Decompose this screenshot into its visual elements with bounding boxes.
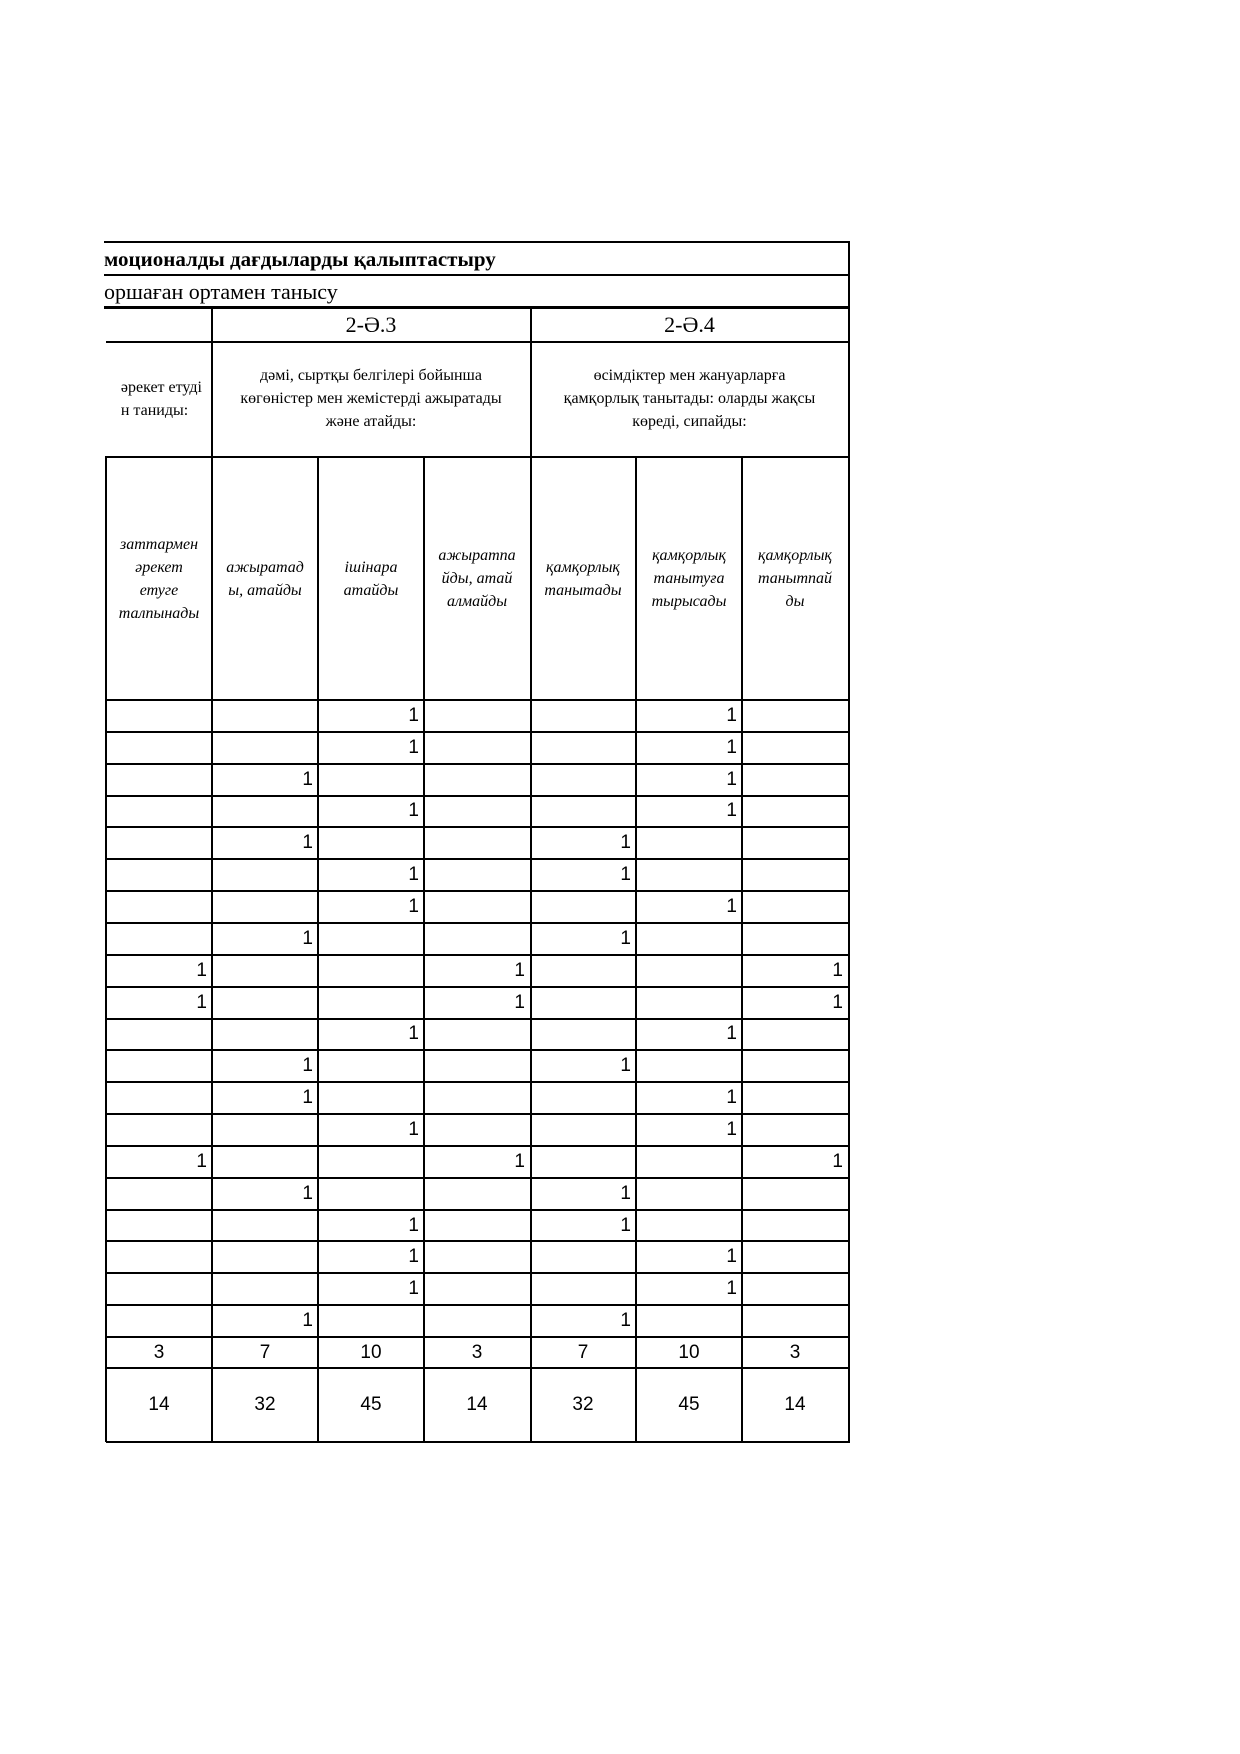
group-code-3: 2-Ә.4 — [664, 311, 715, 337]
score-cell: 1 — [620, 927, 631, 949]
grid-hline — [106, 1441, 850, 1443]
score-cell — [318, 1146, 422, 1178]
score-cell — [212, 955, 316, 987]
score-cell — [742, 1114, 846, 1146]
score-cell — [636, 987, 740, 1019]
score-cell — [742, 1178, 846, 1210]
score-cell: 1 — [726, 768, 737, 790]
score-cell: 1 — [620, 1182, 631, 1204]
score-cell — [530, 1019, 634, 1051]
score-cell — [106, 796, 210, 828]
section-title: моционалды дағдыларды қалыптастыру — [104, 246, 496, 271]
score-cell — [424, 1210, 528, 1242]
total-cell: 3 — [471, 1341, 483, 1363]
score-cell: 1 — [514, 1150, 525, 1172]
score-cell — [106, 1019, 210, 1051]
score-cell — [106, 700, 210, 732]
grid-hline — [106, 763, 850, 765]
score-cell: 1 — [726, 704, 737, 726]
grid-vline — [317, 456, 319, 1442]
score-cell — [742, 1210, 846, 1242]
grid-vline — [635, 456, 637, 1442]
score-cell — [318, 764, 422, 796]
grid-hline — [104, 274, 850, 276]
score-cell: 1 — [302, 832, 313, 854]
score-cell: 1 — [514, 991, 525, 1013]
grid-hline — [106, 1113, 850, 1115]
score-cell: 1 — [832, 991, 843, 1013]
grid-hline — [106, 1049, 850, 1051]
grid-hline — [106, 890, 850, 892]
total-cell: 7 — [259, 1341, 271, 1363]
grid-hline — [104, 241, 850, 243]
score-cell — [424, 1019, 528, 1051]
score-cell — [318, 955, 422, 987]
score-cell — [318, 987, 422, 1019]
score-cell — [212, 859, 316, 891]
score-cell: 1 — [726, 1023, 737, 1045]
score-cell — [530, 1273, 634, 1305]
column-header-1: заттармен әрекет етуге талпынады — [118, 535, 200, 622]
score-cell — [742, 891, 846, 923]
score-cell — [318, 827, 422, 859]
grid-hline — [106, 1304, 850, 1306]
grid-hline — [106, 795, 850, 797]
score-cell — [106, 1178, 210, 1210]
score-cell — [318, 923, 422, 955]
score-cell: 1 — [620, 832, 631, 854]
percent-cell: 14 — [466, 1394, 488, 1415]
score-cell — [636, 1210, 740, 1242]
score-cell: 1 — [302, 1182, 313, 1204]
score-cell — [212, 700, 316, 732]
score-cell: 1 — [408, 736, 419, 758]
subsection-title: оршаған ортамен танысу — [104, 279, 338, 304]
score-cell: 1 — [408, 1278, 419, 1300]
group-description-3: өсімдіктер мен жануарларға қамқорлық танытады: оларды жақсы көреді, сипайды: — [563, 367, 816, 430]
score-cell — [106, 891, 210, 923]
grid-hline — [106, 922, 850, 924]
score-cell — [636, 859, 740, 891]
score-cell — [636, 1178, 740, 1210]
percent-cell: 14 — [148, 1394, 170, 1415]
group-code-2: 2-Ә.3 — [345, 311, 397, 337]
score-cell — [424, 1114, 528, 1146]
score-cell: 1 — [196, 1150, 207, 1172]
grid-hline — [106, 1018, 850, 1020]
score-cell — [530, 987, 634, 1019]
column-header-6: қамқорлық танытуға тырысады — [651, 547, 727, 610]
score-cell: 1 — [726, 736, 737, 758]
grid-hline — [106, 826, 850, 828]
score-cell — [530, 1241, 634, 1273]
percent-cell: 32 — [572, 1394, 594, 1415]
score-cell — [424, 796, 528, 828]
total-cell: 3 — [153, 1341, 165, 1363]
score-cell — [106, 1241, 210, 1273]
score-cell — [106, 732, 210, 764]
score-cell — [212, 1241, 316, 1273]
percent-cell: 45 — [360, 1394, 382, 1415]
score-cell — [530, 891, 634, 923]
score-cell — [424, 764, 528, 796]
score-cell: 1 — [620, 1310, 631, 1332]
total-cell: 10 — [360, 1341, 382, 1363]
score-cell — [742, 796, 846, 828]
score-cell — [106, 859, 210, 891]
score-cell — [424, 1305, 528, 1337]
score-cell — [636, 955, 740, 987]
grid-vline — [423, 456, 425, 1442]
score-cell: 1 — [408, 864, 419, 886]
percent-cell: 32 — [254, 1394, 276, 1415]
grid-hline — [106, 1240, 850, 1242]
score-cell — [424, 859, 528, 891]
score-cell: 1 — [620, 1055, 631, 1077]
score-cell: 1 — [408, 896, 419, 918]
score-cell — [212, 1019, 316, 1051]
score-cell — [318, 1305, 422, 1337]
score-cell — [424, 700, 528, 732]
score-cell: 1 — [408, 704, 419, 726]
score-cell — [742, 764, 846, 796]
score-cell — [318, 1082, 422, 1114]
grid-hline — [106, 456, 850, 458]
grid-hline — [106, 1272, 850, 1274]
grid-hline — [106, 1209, 850, 1211]
score-cell — [530, 796, 634, 828]
score-cell — [212, 732, 316, 764]
column-header-3: ішінара атайды — [343, 558, 399, 599]
score-cell: 1 — [302, 1310, 313, 1332]
score-cell — [636, 1305, 740, 1337]
score-cell — [742, 732, 846, 764]
score-cell — [636, 827, 740, 859]
score-cell — [530, 1082, 634, 1114]
score-cell — [636, 1050, 740, 1082]
score-cell: 1 — [302, 768, 313, 790]
score-cell — [318, 1178, 422, 1210]
score-cell — [636, 923, 740, 955]
score-cell — [212, 1273, 316, 1305]
grid-hline — [106, 954, 850, 956]
score-cell — [106, 923, 210, 955]
score-cell — [106, 1273, 210, 1305]
grid-hline — [106, 1145, 850, 1147]
column-header-5: қамқорлық танытады — [544, 558, 622, 599]
score-cell: 1 — [302, 927, 313, 949]
grid-vline — [530, 307, 532, 1442]
group-description-2: дәмі, сыртқы белгілері бойынша көгөністер мен жемістерді ажыратады және атайды: — [240, 367, 502, 430]
column-header-2: ажыратад ы, атайды — [226, 558, 304, 599]
grid-vline — [211, 307, 213, 1442]
score-cell — [106, 1050, 210, 1082]
score-cell: 1 — [726, 800, 737, 822]
score-cell — [742, 859, 846, 891]
score-cell — [106, 1210, 210, 1242]
score-cell — [424, 732, 528, 764]
grid-vline — [105, 456, 107, 1442]
score-cell — [530, 764, 634, 796]
score-cell: 1 — [514, 959, 525, 981]
score-cell — [212, 1210, 316, 1242]
score-cell — [530, 1114, 634, 1146]
score-cell: 1 — [302, 1055, 313, 1077]
percent-cell: 14 — [784, 1394, 806, 1415]
score-cell: 1 — [196, 959, 207, 981]
score-cell — [636, 1146, 740, 1178]
score-cell: 1 — [832, 959, 843, 981]
score-cell — [318, 1050, 422, 1082]
score-cell — [530, 732, 634, 764]
score-cell — [742, 1273, 846, 1305]
score-cell — [424, 827, 528, 859]
score-cell: 1 — [726, 1278, 737, 1300]
score-cell: 1 — [620, 864, 631, 886]
score-cell — [424, 1082, 528, 1114]
grid-hline — [106, 731, 850, 733]
score-cell — [742, 923, 846, 955]
score-cell — [742, 1241, 846, 1273]
score-cell — [424, 1178, 528, 1210]
score-cell: 1 — [726, 1246, 737, 1268]
grid-hline — [106, 986, 850, 988]
score-cell: 1 — [408, 1118, 419, 1140]
score-cell — [530, 1146, 634, 1178]
score-cell — [212, 1114, 316, 1146]
grid-hline — [104, 306, 850, 309]
score-cell — [212, 1146, 316, 1178]
grid-hline — [106, 1336, 850, 1338]
score-cell — [742, 700, 846, 732]
percent-cell: 45 — [678, 1394, 700, 1415]
score-cell — [742, 1305, 846, 1337]
group-code-1 — [106, 309, 210, 340]
grid-hline — [106, 699, 850, 701]
score-cell — [742, 1050, 846, 1082]
score-cell: 1 — [408, 1023, 419, 1045]
grid-hline — [106, 858, 850, 860]
grid-hline — [106, 1081, 850, 1083]
score-cell — [424, 1050, 528, 1082]
score-cell — [106, 764, 210, 796]
grid-vline — [741, 456, 743, 1442]
score-cell — [742, 1019, 846, 1051]
grid-hline — [106, 1367, 850, 1369]
score-cell: 1 — [726, 1087, 737, 1109]
score-cell — [212, 987, 316, 1019]
score-cell — [424, 923, 528, 955]
score-cell — [106, 1082, 210, 1114]
score-cell: 1 — [832, 1150, 843, 1172]
score-cell — [106, 1114, 210, 1146]
score-cell — [106, 827, 210, 859]
grid-hline — [106, 1177, 850, 1179]
score-cell — [106, 1305, 210, 1337]
score-cell — [742, 1082, 846, 1114]
score-cell — [212, 891, 316, 923]
score-cell — [212, 796, 316, 828]
score-cell — [530, 700, 634, 732]
score-cell: 1 — [408, 1246, 419, 1268]
column-header-4: ажыратпа йды, атай алмайды — [438, 547, 516, 610]
score-cell — [424, 1273, 528, 1305]
score-cell: 1 — [620, 1214, 631, 1236]
score-cell — [530, 955, 634, 987]
column-header-7: қамқорлық танытпай ды — [757, 547, 833, 610]
score-cell — [424, 1241, 528, 1273]
score-cell — [424, 891, 528, 923]
score-cell: 1 — [726, 1118, 737, 1140]
score-cell: 1 — [408, 800, 419, 822]
total-cell: 10 — [678, 1341, 700, 1363]
grid-vline — [848, 241, 850, 1442]
score-cell — [742, 827, 846, 859]
score-cell: 1 — [302, 1087, 313, 1109]
score-cell: 1 — [726, 896, 737, 918]
score-cell: 1 — [196, 991, 207, 1013]
grid-hline — [106, 341, 850, 343]
total-cell: 3 — [789, 1341, 801, 1363]
group-description-1: әрекет етуді н таниды: — [120, 378, 202, 419]
score-cell: 1 — [408, 1214, 419, 1236]
total-cell: 7 — [577, 1341, 589, 1363]
